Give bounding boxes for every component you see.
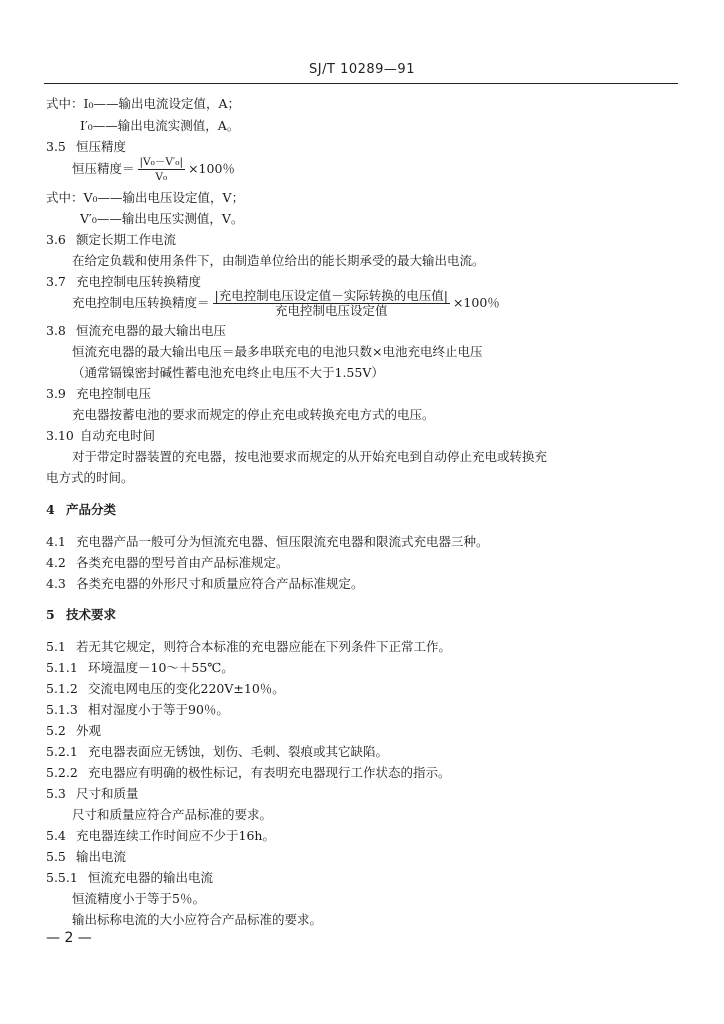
formula-denominator: 充电控制电压设定值 (274, 303, 388, 318)
clause-text: 充电器连续工作时间应不少于16h。 (76, 828, 275, 843)
clause-text: 环境温度－10～＋55℃。 (88, 660, 234, 675)
clause-text: 输出电流 (76, 849, 127, 864)
clause-number: 4.1 (46, 534, 66, 549)
paragraph: 在给定负载和使用条件下，由制造单位给出的能长期承受的最大输出电流。 (72, 253, 485, 268)
where-current-setpoint: 式中：I₀——输出电流设定值，A； (46, 96, 240, 111)
clause-number: 5.1.2 (46, 681, 78, 696)
section-number: 3.9 (46, 386, 66, 401)
where-current-measured: I′₀——输出电流实测值，A。 (80, 118, 240, 133)
header-rule (44, 83, 678, 84)
clause-4-3 (46, 576, 364, 592)
section-number: 3.5 (46, 139, 66, 154)
clause-text: 相对湿度小于等于90％。 (88, 702, 229, 717)
section-title: 自动充电时间 (80, 428, 156, 443)
clause-5-2 (46, 723, 101, 739)
paragraph: 尺寸和质量应符合产品标准的要求。 (72, 807, 273, 822)
paragraph: 恒流充电器的最大输出电压＝最多串联充电的电池只数×电池充电终止电压 (72, 344, 483, 359)
formula-tail: ×100％ (188, 161, 235, 176)
clause-text: 充电器产品一般可分为恒流充电器、恒压限流充电器和限流式充电器三种。 (76, 534, 489, 549)
clause-5-1-2 (46, 681, 285, 697)
clause-5-1 (46, 639, 451, 655)
section-3-8-heading (46, 323, 226, 339)
formula-denominator: V₀ (155, 171, 168, 183)
clause-number: 5.3 (46, 786, 66, 801)
clause-5-3 (46, 786, 139, 802)
standard-code-header: SJ/T 10289—91 (309, 62, 415, 77)
clause-text: 各类充电器的型号首由产品标准规定。 (76, 555, 289, 570)
clause-text: 恒流充电器的输出电流 (88, 870, 214, 885)
section-title: 产品分类 (66, 502, 117, 517)
clause-text: 外观 (76, 723, 102, 738)
clause-5-5 (46, 849, 126, 865)
formula-tail: ×100％ (452, 295, 500, 310)
where-voltage-setpoint: 式中：V₀——输出电压设定值，V； (46, 190, 245, 205)
clause-5-5-1 (46, 870, 213, 886)
clause-number: 5.2.1 (46, 744, 78, 759)
section-title: 额定长期工作电流 (76, 232, 177, 247)
section-5-heading (46, 607, 116, 623)
clause-text: 各类充电器的外形尺寸和质量应符合产品标准规定。 (76, 576, 364, 591)
section-number: 4 (46, 502, 55, 517)
clause-number: 4.2 (46, 555, 66, 570)
formula-fraction (213, 289, 450, 318)
section-3-9-heading (46, 386, 151, 402)
clause-number: 5.5.1 (46, 870, 78, 885)
clause-number: 5.1.1 (46, 660, 78, 675)
paragraph: 输出标称电流的大小应符合产品标准的要求。 (72, 912, 323, 927)
section-3-6-heading (46, 232, 176, 248)
clause-number: 4.3 (46, 576, 66, 591)
section-number: 5 (46, 607, 55, 622)
clause-text: 充电器应有明确的极性标记，有表明充电器现行工作状态的指示。 (88, 765, 451, 780)
section-3-10-heading (46, 428, 155, 444)
clause-number: 5.1.3 (46, 702, 78, 717)
section-3-5-heading (46, 139, 126, 155)
clause-number: 5.5 (46, 849, 66, 864)
section-4-heading (46, 502, 116, 518)
clause-number: 5.2 (46, 723, 66, 738)
section-number: 3.10 (46, 428, 74, 443)
formula-lhs: 充电控制电压转换精度＝ (72, 295, 210, 310)
paragraph-continued: 电方式的时间。 (46, 470, 134, 485)
clause-text: 充电器表面应无锈蚀，划伤、毛刺、裂痕或其它缺陷。 (88, 744, 389, 759)
clause-text: 若无其它规定，则符合本标准的充电器应能在下列条件下正常工作。 (76, 639, 452, 654)
section-number: 3.6 (46, 232, 66, 247)
clause-number: 5.2.2 (46, 765, 78, 780)
section-title: 充电控制电压 (76, 386, 152, 401)
clause-text: 尺寸和质量 (76, 786, 139, 801)
clause-number: 5.4 (46, 828, 66, 843)
clause-4-2 (46, 555, 289, 571)
formula-numerator: |充电控制电压设定值－实际转换的电压值| (214, 288, 448, 303)
paragraph-note: （通常镉镍密封碱性蓄电池充电终止电压不大于1.55V） (72, 365, 384, 380)
page-number: — 2 — (46, 930, 92, 946)
section-number: 3.7 (46, 274, 66, 289)
clause-number: 5.1 (46, 639, 66, 654)
section-title: 技术要求 (66, 607, 117, 622)
section-3-7-heading (46, 274, 201, 290)
formula-fraction (138, 155, 186, 184)
clause-5-4 (46, 828, 275, 844)
charge-control-accuracy-formula (72, 289, 500, 318)
paragraph: 恒流精度小于等于5％。 (72, 891, 205, 906)
clause-5-1-3 (46, 702, 229, 718)
section-title: 充电控制电压转换精度 (76, 274, 202, 289)
clause-5-2-2 (46, 765, 451, 781)
formula-numerator: |V₀－V′₀| (139, 156, 184, 168)
voltage-accuracy-formula (72, 155, 235, 184)
clause-5-2-1 (46, 744, 388, 760)
section-title: 恒流充电器的最大输出电压 (76, 323, 227, 338)
paragraph: 充电器按蓄电池的要求而规定的停止充电或转换充电方式的电压。 (72, 407, 435, 422)
clause-text: 交流电网电压的变化220V±10％。 (88, 681, 285, 696)
section-number: 3.8 (46, 323, 66, 338)
clause-5-1-1 (46, 660, 234, 676)
paragraph: 对于带定时器装置的充电器，按电池要求而规定的从开始充电到自动停止充电或转换充 (72, 449, 548, 464)
where-voltage-measured: V′₀——输出电压实测值，V。 (80, 211, 244, 226)
formula-lhs: 恒压精度＝ (72, 161, 135, 176)
section-title: 恒压精度 (76, 139, 127, 154)
clause-4-1 (46, 534, 489, 550)
